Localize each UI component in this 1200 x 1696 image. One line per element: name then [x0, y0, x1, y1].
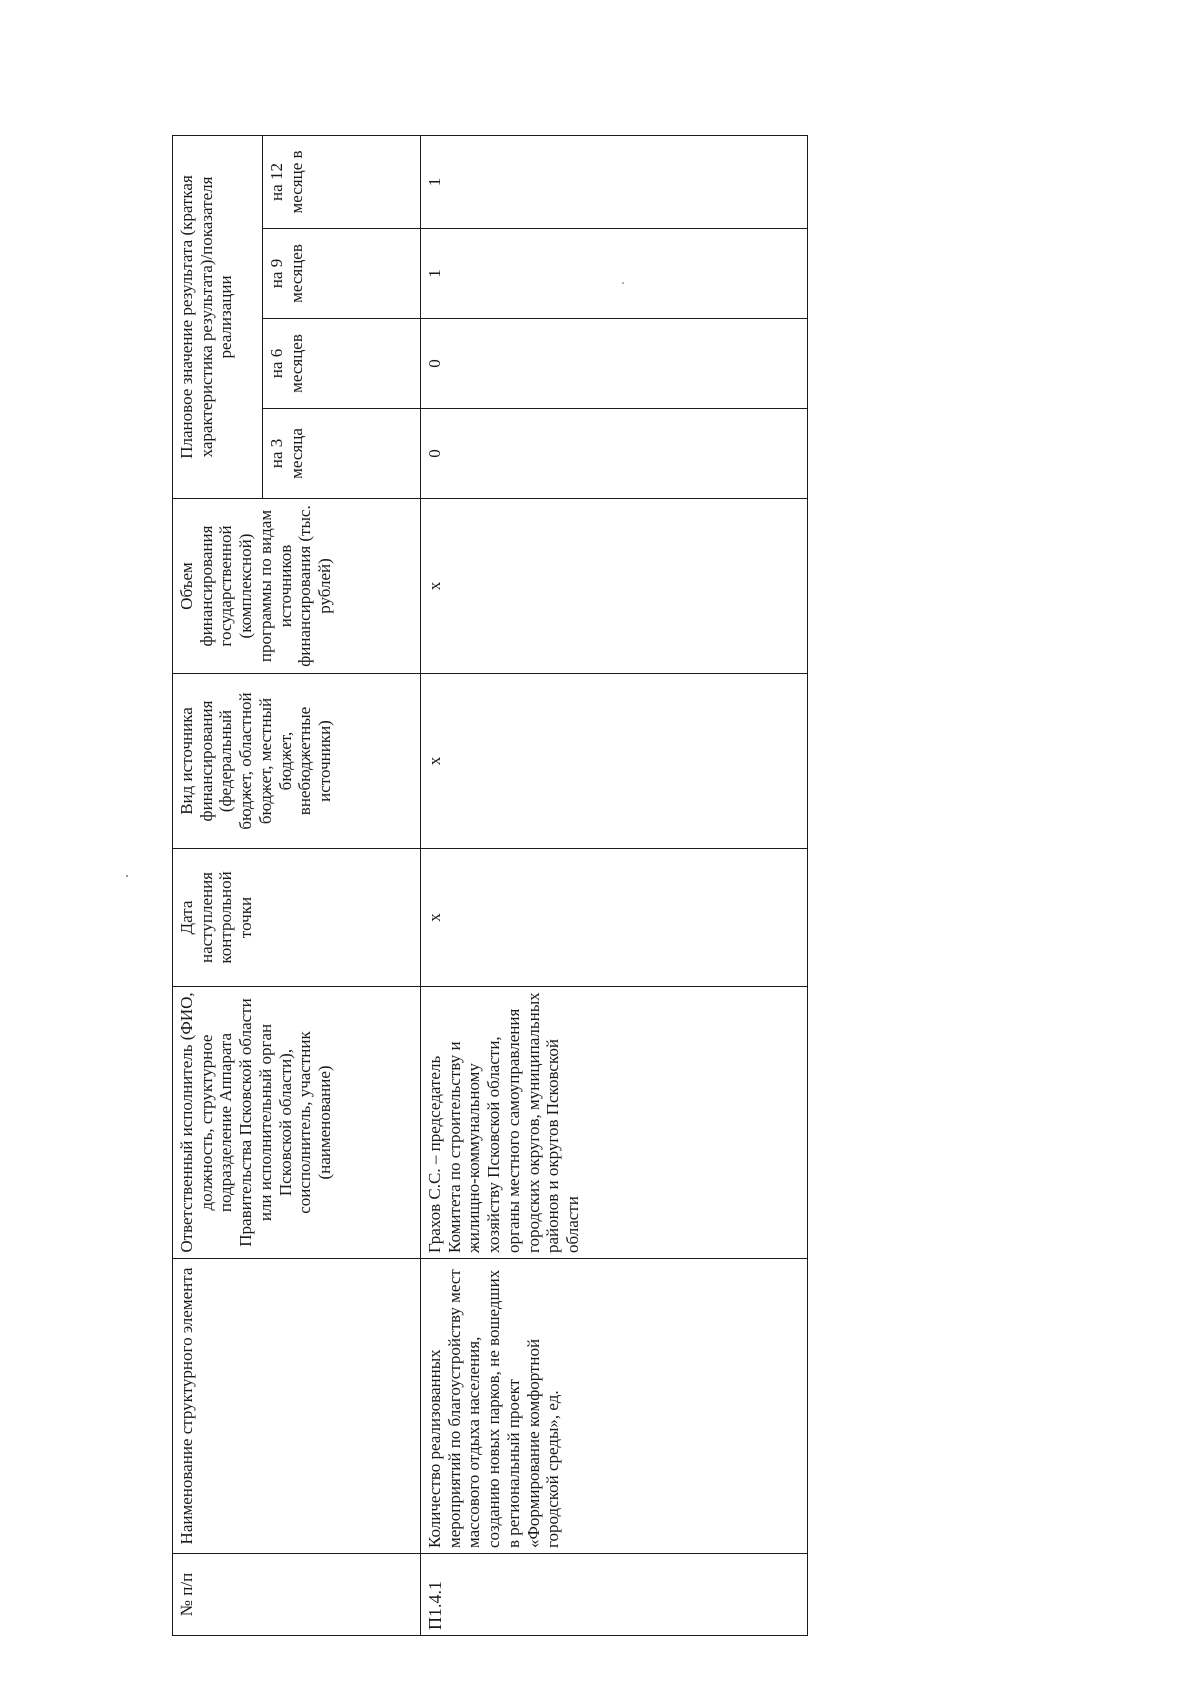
- row-responsible: Грахов С.С. – председатель Комитета по строительству и жилищно-коммунальному хозяйству Псковской области, органы местного самоуправления городских округов, муниципальных районов и округов Псковской области: [421, 987, 808, 1259]
- plan-table: [172, 135, 808, 1636]
- header-m12: на 12 месяце в: [263, 135, 421, 228]
- scan-dot: [126, 875, 128, 877]
- row-date: х: [421, 849, 808, 987]
- row-name: Количество реализованных мероприятий по благоустройству мест массового отдыха населения, созданию новых парков, не вошедших в региональный проект «Формирование комфортной городской среды», ед.: [421, 1259, 808, 1554]
- header-m9: на 9 месяцев: [263, 229, 421, 319]
- rotated-page: [172, 136, 808, 1636]
- row-m9: 1: [421, 229, 808, 319]
- row-m12: 1: [421, 135, 808, 228]
- header-num: № п/п: [173, 1554, 421, 1636]
- row-source: х: [421, 674, 808, 849]
- row-m6: 0: [421, 319, 808, 409]
- header-name: Наименование структурного элемента: [173, 1259, 421, 1554]
- header-volume: Объем финансирования государственной (комплексной) программы по видам источников финансирования (тыс. рублей): [173, 499, 421, 674]
- table-row: [421, 135, 808, 1635]
- header-m6: на 6 месяцев: [263, 319, 421, 409]
- header-responsible: Ответственный исполнитель (ФИО, должность, структурное подразделение Аппарата Правительства Псковской области или исполнительный орган Псковской области), соисполнитель, участник (наименование): [173, 987, 421, 1259]
- header-planned: Плановое значение результата (краткая характеристика результата)/показателя реализации: [173, 135, 263, 498]
- header-m3: на 3 месяца: [263, 409, 421, 499]
- row-num: П1.4.1: [421, 1554, 808, 1636]
- header-source: Вид источника финансирования (федеральный бюджет, областной бюджет, местный бюджет, внебюджетные источники): [173, 674, 421, 849]
- header-date: Дата наступления контрольной точки: [173, 849, 421, 987]
- row-volume: х: [421, 499, 808, 674]
- row-m3: 0: [421, 409, 808, 499]
